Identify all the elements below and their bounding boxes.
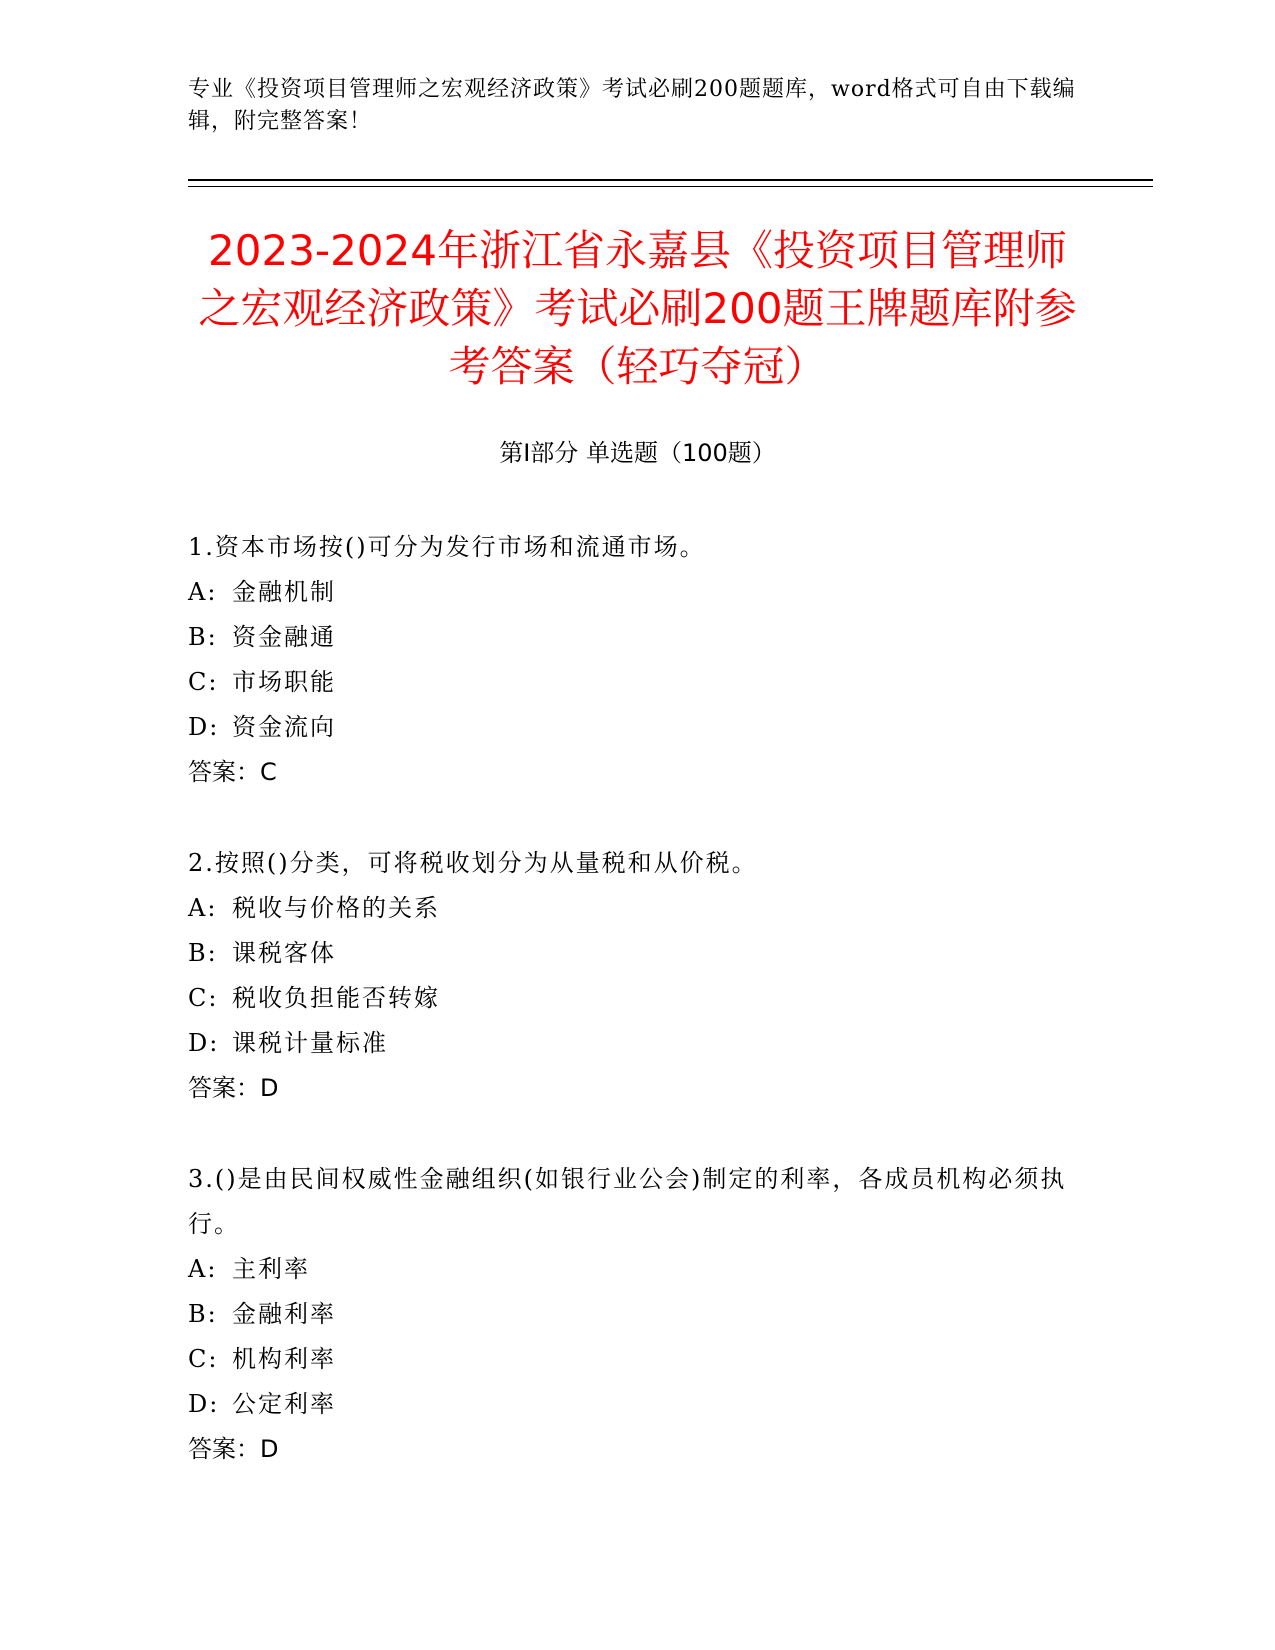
document-title: 2023-2024年浙江省永嘉县《投资项目管理师之宏观经济政策》考试必刷200题王牌题库附参考答案（轻巧夺冠） bbox=[198, 226, 1077, 391]
option-a bbox=[188, 886, 1078, 931]
option-d bbox=[188, 1382, 1078, 1427]
section-heading: 第Ⅰ部分 单选题（100题） bbox=[499, 439, 776, 467]
option-key: A: bbox=[188, 894, 218, 922]
option-a bbox=[188, 1247, 1078, 1292]
option-text: 资金流向 bbox=[232, 713, 336, 741]
question-list bbox=[188, 525, 1078, 1518]
option-key: D: bbox=[188, 713, 220, 741]
option-key: C: bbox=[188, 1345, 219, 1373]
option-text: 资金融通 bbox=[232, 623, 336, 651]
question-1 bbox=[188, 525, 1078, 795]
option-b bbox=[188, 1292, 1078, 1337]
document-header-note: 专业《投资项目管理师之宏观经济政策》考试必刷200题题库，word格式可自由下载编辑，附完整答案！ bbox=[188, 77, 1076, 134]
option-c bbox=[188, 1337, 1078, 1382]
header-divider-thick bbox=[188, 179, 1153, 181]
option-text: 税收与价格的关系 bbox=[232, 894, 440, 922]
answer-line: 答案：D bbox=[188, 1435, 279, 1463]
option-key: C: bbox=[188, 668, 219, 696]
option-text: 公定利率 bbox=[232, 1390, 336, 1418]
question-3 bbox=[188, 1157, 1078, 1472]
option-key: C: bbox=[188, 984, 219, 1012]
answer-line: 答案：D bbox=[188, 1074, 279, 1102]
option-d bbox=[188, 705, 1078, 750]
option-key: A: bbox=[188, 578, 218, 606]
option-text: 金融机制 bbox=[232, 578, 336, 606]
question-2 bbox=[188, 841, 1078, 1111]
option-a bbox=[188, 570, 1078, 615]
option-c bbox=[188, 976, 1078, 1021]
option-text: 金融利率 bbox=[232, 1300, 336, 1328]
option-b bbox=[188, 931, 1078, 976]
option-key: D: bbox=[188, 1390, 220, 1418]
option-key: B: bbox=[188, 623, 218, 651]
option-b bbox=[188, 615, 1078, 660]
answer-line: 答案：C bbox=[188, 758, 277, 786]
question-stem: 1.资本市场按()可分为发行市场和流通市场。 bbox=[188, 533, 706, 561]
option-text: 主利率 bbox=[232, 1255, 310, 1283]
option-c bbox=[188, 660, 1078, 705]
option-key: A: bbox=[188, 1255, 218, 1283]
option-text: 课税计量标准 bbox=[232, 1029, 388, 1057]
option-key: B: bbox=[188, 939, 218, 967]
option-text: 机构利率 bbox=[232, 1345, 336, 1373]
option-d bbox=[188, 1021, 1078, 1066]
option-text: 税收负担能否转嫁 bbox=[232, 984, 440, 1012]
option-key: D: bbox=[188, 1029, 220, 1057]
question-stem: 3.()是由民间权威性金融组织(如银行业公会)制定的利率，各成员机构必须执行。 bbox=[188, 1165, 1067, 1238]
option-text: 课税客体 bbox=[232, 939, 336, 967]
option-key: B: bbox=[188, 1300, 218, 1328]
option-text: 市场职能 bbox=[232, 668, 336, 696]
question-stem: 2.按照()分类，可将税收划分为从量税和从价税。 bbox=[188, 849, 758, 877]
header-divider-thin bbox=[188, 186, 1153, 187]
